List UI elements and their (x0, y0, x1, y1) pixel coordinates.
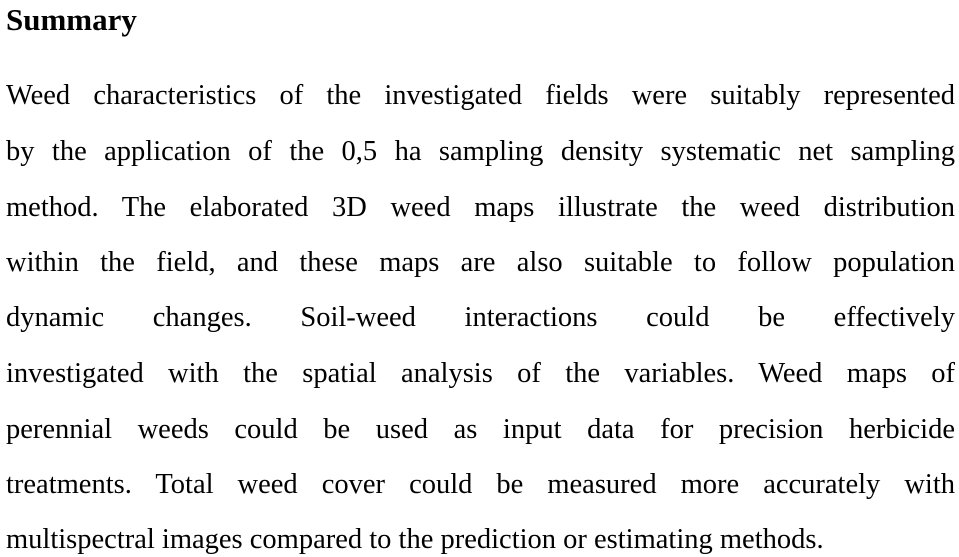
paragraph-last-line: multispectral images compared to the prediction or estimating methods. (6, 524, 824, 555)
paragraph-line: investigated with the spatial analysis of the variables. Weed maps of (6, 358, 955, 389)
paragraph-line: perennial weeds could be used as input data for precision herbicide (6, 414, 955, 445)
paragraph-line: treatments. Total weed cover could be measured more accurately with (6, 469, 955, 500)
section-heading: Summary (6, 2, 137, 37)
paragraph-line: by the application of the 0,5 ha sampling density systematic net sampling (6, 136, 955, 167)
paragraph-line: dynamic changes. Soil-weed interactions could be effectively (6, 302, 955, 333)
paragraph-line: within the field, and these maps are also suitable to follow population (6, 247, 955, 278)
paragraph-line: method. The elaborated 3D weed maps illustrate the weed distribution (6, 192, 955, 223)
paragraph-line: Weed characteristics of the investigated fields were suitably represented (6, 80, 955, 111)
